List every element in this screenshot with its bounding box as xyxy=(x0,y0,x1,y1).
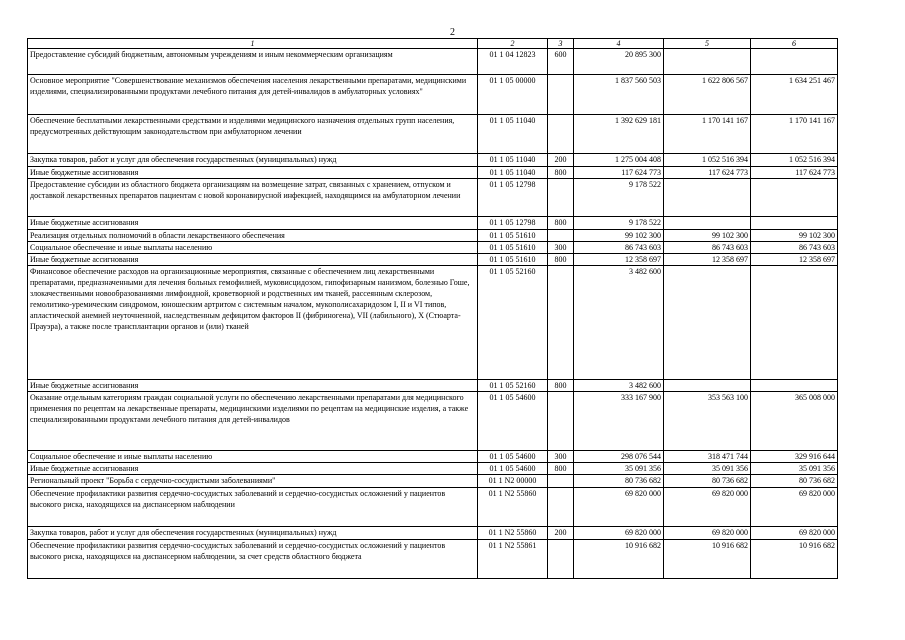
row-amount-year1: 86 743 603 xyxy=(574,242,664,254)
row-amount-year1: 117 624 773 xyxy=(574,167,664,179)
row-code: 01 1 05 54600 xyxy=(478,451,548,463)
row-expense-type: 200 xyxy=(548,154,574,167)
row-code: 01 1 05 12798 xyxy=(478,179,548,217)
row-expense-type xyxy=(548,488,574,527)
row-amount-year1: 20 895 300 xyxy=(574,49,664,75)
row-expense-type: 800 xyxy=(548,217,574,230)
row-amount-year1: 9 178 522 xyxy=(574,179,664,217)
table-row xyxy=(28,230,838,242)
table-row xyxy=(28,392,838,451)
row-name: Иные бюджетные ассигнования xyxy=(28,167,478,179)
row-expense-type xyxy=(548,540,574,579)
row-expense-type: 800 xyxy=(548,380,574,392)
row-amount-year3: 69 820 000 xyxy=(751,488,838,527)
row-amount-year3: 365 008 000 xyxy=(751,392,838,451)
row-amount-year2 xyxy=(664,49,751,75)
row-amount-year2 xyxy=(664,380,751,392)
row-amount-year1: 80 736 682 xyxy=(574,475,664,488)
row-expense-type xyxy=(548,75,574,115)
row-code: 01 1 05 11040 xyxy=(478,167,548,179)
row-amount-year3: 86 743 603 xyxy=(751,242,838,254)
column-number-year2: 5 xyxy=(664,39,751,49)
table-row xyxy=(28,254,838,266)
row-amount-year3: 69 820 000 xyxy=(751,527,838,540)
row-amount-year3: 1 634 251 467 xyxy=(751,75,838,115)
row-name: Обеспечение профилактики развития сердечно-сосудистых заболеваний и сердечно-сосудистых осложнений у пациентов высокого риска, находящихся на диспансерном наблюдении xyxy=(28,488,478,527)
row-amount-year2 xyxy=(664,179,751,217)
row-name: Финансовое обеспечение расходов на организационные мероприятия, связанные с обеспечением лиц лекарственными препаратами, предназначенными для лечения больных гемофилией, муковисцидозом, гипофизарным нанизмом, болезнью Гоше, злокачественными новообразованиями лимфоидной, кроветворной и родственных им тканей, рассеянным склерозом, гемолитико-уремическим синдромом, юношеским артритом с системным началом, мукополисахаридозом I, II и VI типов, апластической анемией неуточненной, наследственным дефицитом факторов II (фибриногена), VII (лабильного), X (Стюарта-Прауэра), а также после трансплантации органов и (или) тканей xyxy=(28,266,478,380)
row-name: Реализация отдельных полномочий в области лекарственного обеспечения xyxy=(28,230,478,242)
table-row xyxy=(28,380,838,392)
row-amount-year3: 1 052 516 394 xyxy=(751,154,838,167)
table-row xyxy=(28,179,838,217)
budget-table-body xyxy=(28,49,838,579)
table-row xyxy=(28,540,838,579)
table-row xyxy=(28,463,838,475)
row-amount-year1: 12 358 697 xyxy=(574,254,664,266)
table-row xyxy=(28,49,838,75)
row-amount-year2: 10 916 682 xyxy=(664,540,751,579)
row-amount-year2: 318 471 744 xyxy=(664,451,751,463)
row-name: Региональный проект "Борьба с сердечно-сосудистыми заболеваниями" xyxy=(28,475,478,488)
row-amount-year2 xyxy=(664,266,751,380)
row-amount-year3: 35 091 356 xyxy=(751,463,838,475)
row-name: Иные бюджетные ассигнования xyxy=(28,217,478,230)
column-number-year3: 6 xyxy=(751,39,838,49)
table-row xyxy=(28,242,838,254)
table-row xyxy=(28,154,838,167)
row-expense-type xyxy=(548,230,574,242)
row-expense-type xyxy=(548,115,574,154)
row-amount-year1: 1 392 629 181 xyxy=(574,115,664,154)
table-row xyxy=(28,451,838,463)
table-row xyxy=(28,266,838,380)
row-amount-year2: 1 622 806 567 xyxy=(664,75,751,115)
row-expense-type: 800 xyxy=(548,167,574,179)
row-expense-type: 600 xyxy=(548,49,574,75)
table-row xyxy=(28,115,838,154)
row-amount-year2: 1 052 516 394 xyxy=(664,154,751,167)
row-amount-year1: 298 076 544 xyxy=(574,451,664,463)
row-amount-year2 xyxy=(664,217,751,230)
row-amount-year3: 117 624 773 xyxy=(751,167,838,179)
row-expense-type: 800 xyxy=(548,463,574,475)
row-amount-year2: 80 736 682 xyxy=(664,475,751,488)
row-code: 01 1 05 51610 xyxy=(478,230,548,242)
row-expense-type xyxy=(548,266,574,380)
row-code: 01 1 N2 55861 xyxy=(478,540,548,579)
column-number-name: 1 xyxy=(28,39,478,49)
row-code: 01 1 05 00000 xyxy=(478,75,548,115)
row-amount-year3: 10 916 682 xyxy=(751,540,838,579)
row-amount-year1: 3 482 600 xyxy=(574,380,664,392)
row-amount-year1: 69 820 000 xyxy=(574,527,664,540)
row-amount-year2: 353 563 100 xyxy=(664,392,751,451)
row-code: 01 1 05 11040 xyxy=(478,154,548,167)
row-name: Социальное обеспечение и иные выплаты населению xyxy=(28,242,478,254)
row-amount-year3 xyxy=(751,266,838,380)
row-name: Иные бюджетные ассигнования xyxy=(28,380,478,392)
row-expense-type xyxy=(548,392,574,451)
row-expense-type: 300 xyxy=(548,242,574,254)
column-number-code: 2 xyxy=(478,39,548,49)
column-number-year1: 4 xyxy=(574,39,664,49)
page-number: 2 xyxy=(450,27,455,38)
row-amount-year2: 12 358 697 xyxy=(664,254,751,266)
table-row xyxy=(28,75,838,115)
row-amount-year2: 86 743 603 xyxy=(664,242,751,254)
row-amount-year1: 3 482 600 xyxy=(574,266,664,380)
row-name: Иные бюджетные ассигнования xyxy=(28,254,478,266)
row-amount-year2: 69 820 000 xyxy=(664,488,751,527)
table-row xyxy=(28,217,838,230)
row-amount-year1: 1 837 560 503 xyxy=(574,75,664,115)
row-expense-type: 200 xyxy=(548,527,574,540)
row-expense-type xyxy=(548,475,574,488)
column-number-row xyxy=(28,39,838,49)
row-code: 01 1 05 51610 xyxy=(478,254,548,266)
row-amount-year3 xyxy=(751,49,838,75)
row-code: 01 1 05 52160 xyxy=(478,380,548,392)
row-expense-type: 800 xyxy=(548,254,574,266)
row-name: Закупка товаров, работ и услуг для обеспечения государственных (муниципальных) нужд xyxy=(28,527,478,540)
row-name: Закупка товаров, работ и услуг для обеспечения государственных (муниципальных) нужд xyxy=(28,154,478,167)
row-amount-year1: 69 820 000 xyxy=(574,488,664,527)
row-name: Основное мероприятие "Совершенствование механизмов обеспечения населения лекарственными препаратами, медицинскими изделиями, специализированными продуктами лечебного питания для детей-инвалидов в амбулаторных условиях" xyxy=(28,75,478,115)
row-amount-year1: 9 178 522 xyxy=(574,217,664,230)
row-code: 01 1 05 11040 xyxy=(478,115,548,154)
row-amount-year3 xyxy=(751,380,838,392)
row-expense-type xyxy=(548,179,574,217)
row-amount-year3: 80 736 682 xyxy=(751,475,838,488)
row-name: Предоставление субсидий бюджетным, автономным учреждениям и иным некоммерческим организациям xyxy=(28,49,478,75)
row-amount-year2: 99 102 300 xyxy=(664,230,751,242)
row-name: Иные бюджетные ассигнования xyxy=(28,463,478,475)
row-amount-year1: 333 167 900 xyxy=(574,392,664,451)
row-amount-year2: 35 091 356 xyxy=(664,463,751,475)
row-amount-year2: 69 820 000 xyxy=(664,527,751,540)
row-amount-year3: 99 102 300 xyxy=(751,230,838,242)
table-row xyxy=(28,475,838,488)
row-name: Социальное обеспечение и иные выплаты населению xyxy=(28,451,478,463)
row-code: 01 1 N2 00000 xyxy=(478,475,548,488)
row-amount-year1: 1 275 004 408 xyxy=(574,154,664,167)
table-row xyxy=(28,167,838,179)
row-amount-year1: 35 091 356 xyxy=(574,463,664,475)
row-amount-year3: 329 916 644 xyxy=(751,451,838,463)
table-row xyxy=(28,488,838,527)
row-expense-type: 300 xyxy=(548,451,574,463)
row-amount-year2: 1 170 141 167 xyxy=(664,115,751,154)
table-row xyxy=(28,527,838,540)
row-code: 01 1 04 12823 xyxy=(478,49,548,75)
row-amount-year2: 117 624 773 xyxy=(664,167,751,179)
row-name: Обеспечение бесплатными лекарственными средствами и изделиями медицинского назначения отдельных групп населения, предусмотренных действующим законодательством при амбулаторном лечении xyxy=(28,115,478,154)
row-amount-year3: 1 170 141 167 xyxy=(751,115,838,154)
column-number-type: 3 xyxy=(548,39,574,49)
row-amount-year1: 10 916 682 xyxy=(574,540,664,579)
row-code: 01 1 05 12798 xyxy=(478,217,548,230)
row-code: 01 1 05 54600 xyxy=(478,392,548,451)
row-name: Предоставление субсидии из областного бюджета организациям на возмещение затрат, связанных с хранением, отпуском и доставкой лекарственных препаратов пациентам с новой коронавирусной инфекцией, находящимся на амбулаторном лечении xyxy=(28,179,478,217)
row-code: 01 1 N2 55860 xyxy=(478,488,548,527)
row-code: 01 1 05 52160 xyxy=(478,266,548,380)
row-amount-year1: 99 102 300 xyxy=(574,230,664,242)
row-amount-year3: 12 358 697 xyxy=(751,254,838,266)
row-amount-year3 xyxy=(751,217,838,230)
row-name: Оказание отдельным категориям граждан социальной услуги по обеспечению лекарственными препаратами для медицинского применения по рецептам на лекарственные препараты, медицинскими изделиями по рецептам на медицинские изделия, а также специализированными продуктами лечебного питания для детей-инвалидов xyxy=(28,392,478,451)
row-code: 01 1 N2 55860 xyxy=(478,527,548,540)
row-name: Обеспечение профилактики развития сердечно-сосудистых заболеваний и сердечно-сосудистых осложнений у пациентов высокого риска, находящихся на диспансерном наблюдении, за счет средств областного бюджета xyxy=(28,540,478,579)
row-code: 01 1 05 54600 xyxy=(478,463,548,475)
row-amount-year3 xyxy=(751,179,838,217)
row-code: 01 1 05 51610 xyxy=(478,242,548,254)
budget-table xyxy=(27,38,838,579)
